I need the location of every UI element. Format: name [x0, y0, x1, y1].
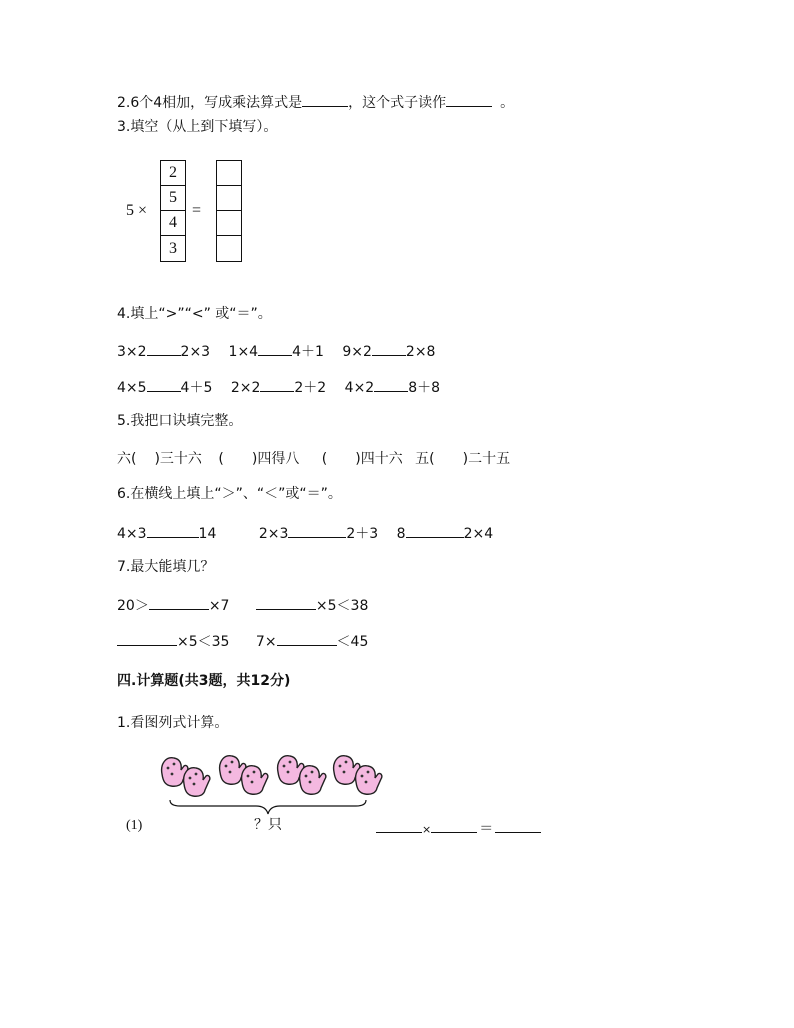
question-5-items: 六( )三十六 ( )四得八 ( )四十六 五( )二十五	[117, 451, 511, 467]
question-6-items: 4×3 14 2×3 2＋3 8 2×4	[117, 523, 493, 543]
mitten-icon	[184, 768, 210, 797]
answer-blank[interactable]	[147, 523, 199, 538]
brace-label: ？只	[254, 817, 282, 833]
answer-blank[interactable]	[495, 818, 541, 833]
question-4-row-2: 4×5 4＋5 2×2 2＋2 4×2 8＋8	[117, 377, 440, 397]
answer-blank[interactable]	[149, 595, 209, 610]
question-3-title: 3.填空（从上到下填写）。	[117, 119, 278, 135]
mitten-icon	[356, 766, 382, 795]
answer-blank[interactable]	[374, 377, 408, 392]
question-2: 2.6个4相加，写成乘法算式是 ，这个式子读作 。	[117, 92, 514, 112]
question-7-row-1: 20＞ ×7 ×5＜38	[117, 595, 368, 615]
question-5-title: 5.我把口诀填完整。	[117, 413, 243, 429]
digit-cell: 2	[161, 161, 185, 186]
answer-cell[interactable]	[217, 161, 241, 186]
mitten-icon	[242, 766, 268, 795]
question-7-row-2: ×5＜35 7× ＜45	[117, 631, 368, 651]
section-4-heading: 四.计算题(共3题，共12分)	[117, 673, 291, 689]
calc-1-answer: × ＝	[376, 818, 541, 838]
question-4-row-1: 3×2 2×3 1×4 4＋1 9×2 2×8	[117, 341, 435, 361]
answer-blank[interactable]	[117, 631, 177, 646]
calc-1-label: (1)	[126, 818, 143, 833]
equals-sign: =	[192, 202, 202, 219]
calc-1-title: 1.看图列式计算。	[117, 715, 229, 731]
answer-blank[interactable]	[376, 818, 422, 833]
answer-cell[interactable]	[217, 186, 241, 211]
answer-column	[216, 160, 242, 262]
answer-blank[interactable]	[288, 523, 346, 538]
digit-cell: 3	[169, 239, 177, 257]
answer-blank[interactable]	[431, 818, 477, 833]
answer-cell[interactable]	[217, 236, 241, 261]
question-4-title: 4.填上“>”“<” 或“＝”。	[117, 306, 272, 322]
mitten-icon	[300, 766, 326, 795]
answer-blank[interactable]	[147, 341, 181, 356]
answer-blank[interactable]	[277, 631, 337, 646]
question-6-title: 6.在横线上填上“＞”、“＜”或“＝”。	[117, 486, 342, 502]
digit-cell: 5	[161, 186, 185, 211]
answer-blank[interactable]	[446, 92, 492, 107]
multiplier: 5 ×	[126, 202, 148, 219]
question-7-title: 7.最大能填几？	[117, 559, 215, 575]
digit-cell: 4	[161, 211, 185, 236]
digit-column	[160, 160, 186, 262]
answer-blank[interactable]	[302, 92, 348, 107]
answer-blank[interactable]	[406, 523, 464, 538]
answer-blank[interactable]	[147, 377, 181, 392]
answer-blank[interactable]	[258, 341, 292, 356]
answer-blank[interactable]	[372, 341, 406, 356]
answer-blank[interactable]	[256, 595, 316, 610]
answer-cell[interactable]	[217, 211, 241, 236]
answer-blank[interactable]	[260, 377, 294, 392]
